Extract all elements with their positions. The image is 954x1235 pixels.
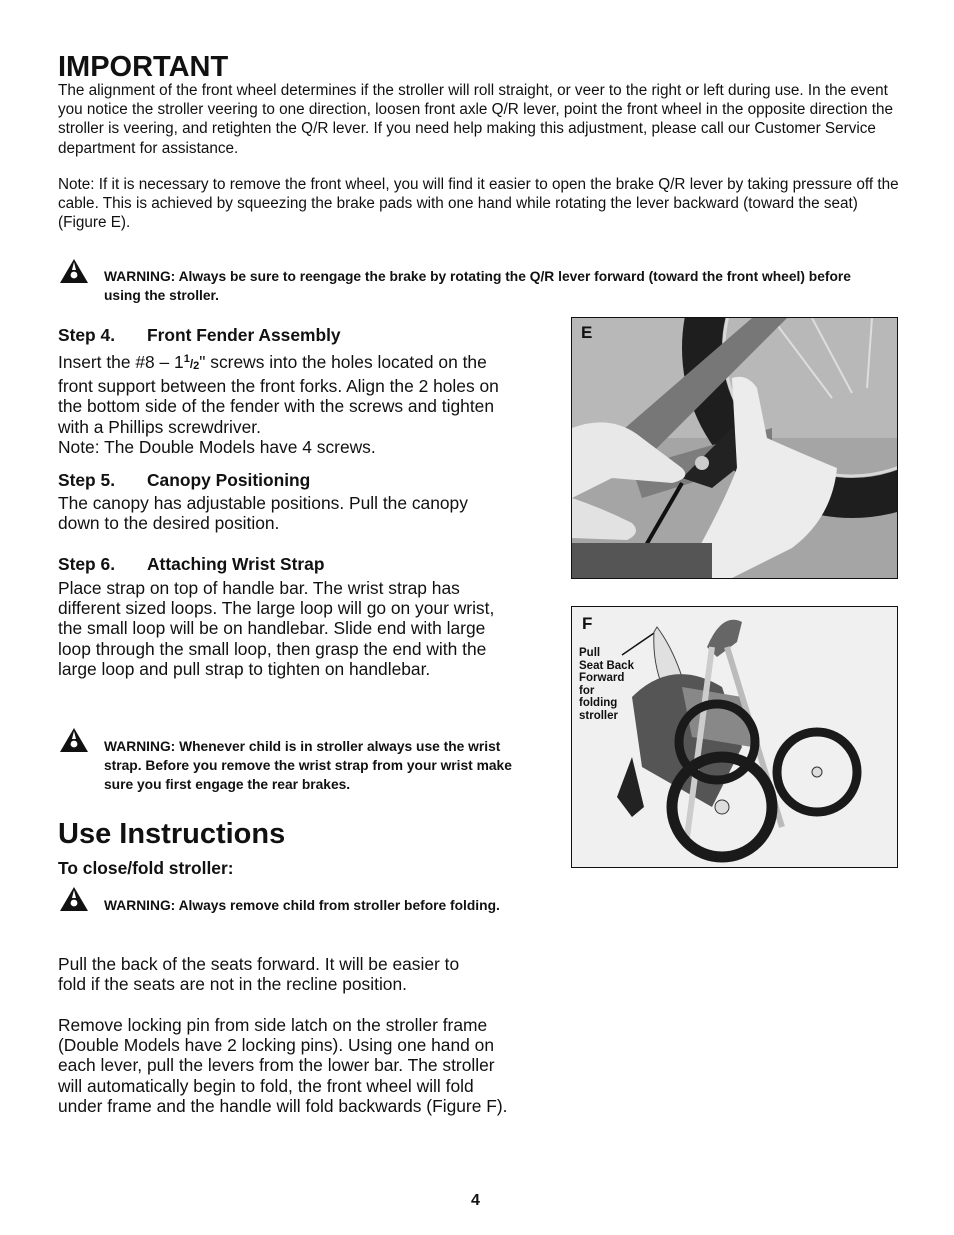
callout-line: Seat Back: [579, 659, 634, 672]
figure-e-label: E: [581, 323, 593, 342]
step6-number: Step 6.: [58, 554, 116, 574]
step4-text-before: Insert the #8 – 1: [58, 352, 184, 372]
step4-title: Front Fender Assembly: [147, 325, 341, 345]
figure-f-label: F: [582, 614, 593, 633]
step6-title: Attaching Wrist Strap: [147, 554, 325, 574]
figure-f-photo: [572, 607, 897, 867]
step5-number: Step 5.: [58, 470, 116, 490]
warning-block-fold: [59, 886, 89, 917]
fraction-numerator: 1: [183, 353, 190, 365]
warning-triangle-icon: [59, 258, 89, 284]
note-paragraph: Note: If it is necessary to remove the front wheel, you will find it easier to open the brake Q/R lever by taking pressure off the cable. This is achieved by squeezing the brake pads with one hand while rotating the lever backward (toward the seat) (Figure E).: [58, 176, 899, 232]
figure-e-photo: [572, 318, 897, 578]
step5-title: Canopy Positioning: [147, 470, 311, 490]
fold-subheading: To close/fold stroller:: [58, 858, 234, 878]
step4-text-after: " screws into the holes located on the front support between the front forks. Align the 2 holes on the bottom side of the fender with the screws and tighten with a Phillips screwdriver.: [58, 352, 499, 437]
warning-block-brake: [59, 258, 89, 289]
callout-line: Forward: [579, 672, 625, 685]
step6-body: Place strap on top of handle bar. The wrist strap has different sized loops. The large loop will go on your wrist, the small loop will be on handlebar. Slide end with large loop through the small loop, then grasp the end with the large loop and pull strap to tighten on handlebar.: [58, 578, 495, 679]
figure-f: [571, 606, 898, 868]
step6-heading: [58, 553, 324, 575]
important-heading: IMPORTANT: [58, 51, 229, 83]
callout-line: folding: [579, 697, 618, 710]
warning-block-wrist: [59, 727, 89, 758]
important-paragraph: The alignment of the front wheel determines if the stroller will roll straight, or veer to the right or left during use. In the event you notice the stroller veering to one direction, loosen front axle Q/R lever, point the front wheel in the opposite direction the stroller is veering, and retighten the Q/R lever. If you need help making this adjustment, please call our Customer Service department for assistance.: [58, 82, 894, 157]
warning-wrist-text: WARNING: Whenever child is in stroller always use the wrist strap. Before you remove the wrist strap from your wrist make sure you first engage the rear brakes.: [104, 739, 512, 792]
callout-line: Pull: [579, 647, 601, 659]
fold-paragraph-1: Pull the back of the seats forward. It will be easier to fold if the seats are not in the recline position.: [58, 954, 460, 995]
step5-body: The canopy has adjustable positions. Pull the canopy down to the desired position.: [58, 493, 468, 534]
step4-note: Note: The Double Models have 4 screws.: [58, 436, 376, 457]
warning-triangle-icon: [59, 886, 89, 912]
callout-line: stroller: [579, 709, 618, 722]
fraction-denominator: 2: [193, 360, 200, 372]
step5-heading: [58, 469, 310, 491]
page-number: 4: [471, 1192, 480, 1209]
warning-triangle-icon: [59, 727, 89, 753]
warning-fold-text: WARNING: Always remove child from stroller before folding.: [104, 898, 500, 913]
step4-body: Insert the #8 – $1^1/_2$" screws into the holes located on the front support between the front forks. Align the 2 holes on the bottom side of the fender with the screws and tighten with a Phillips screwdriver. Note: The Double Models have 4 screws.: [58, 352, 499, 457]
step4-number: Step 4.: [58, 325, 116, 345]
callout-line: for: [579, 684, 595, 697]
figure-e: [571, 317, 898, 579]
use-instructions-heading: Use Instructions: [58, 818, 286, 850]
fold-paragraph-2: Remove locking pin from side latch on the stroller frame (Double Models have 2 locking pins). Using one hand on each lever, pull the levers from the lower bar. The stroller will automatically begin to fold, the front wheel will fold under frame and the handle will fold backwards (Figure F).: [58, 1015, 508, 1116]
figure-f-callout: [579, 647, 634, 723]
warning-brake-text: WARNING: Always be sure to reengage the brake by rotating the Q/R lever forward (toward the front wheel) before using the stroller.: [104, 269, 851, 303]
step4-heading: [58, 324, 341, 346]
